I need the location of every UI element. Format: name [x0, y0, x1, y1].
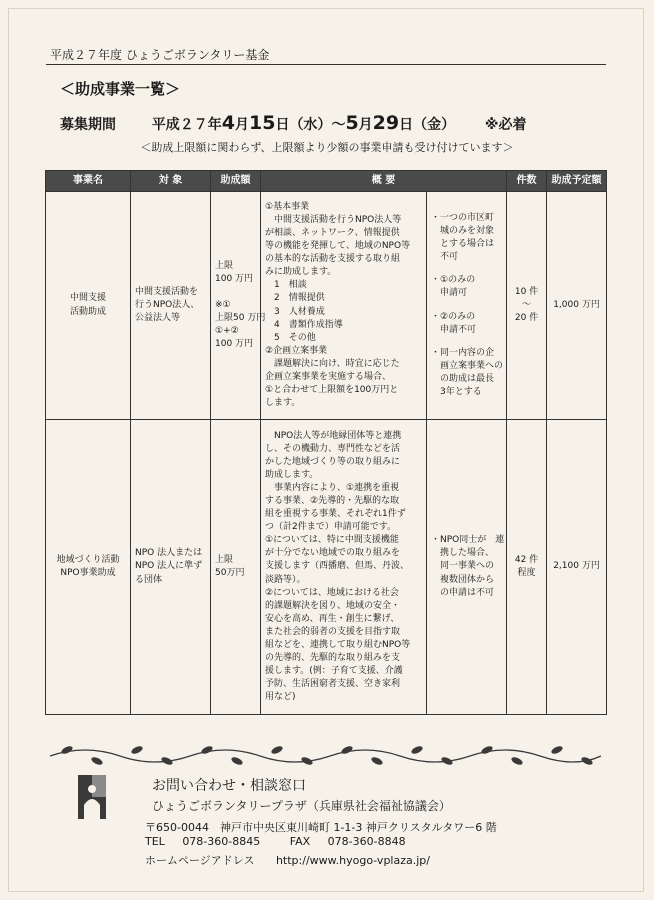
- fax-number: 078-360-8848: [327, 835, 406, 848]
- cell-line: 淡路等）。: [265, 574, 306, 585]
- row-count: [507, 192, 547, 420]
- cell-line: 42 件: [514, 554, 539, 565]
- cell-line: 中間支援活動を行うNPO法人等: [265, 215, 402, 226]
- cell-line: ②企画立案事業: [265, 345, 328, 356]
- cell-line: とする場合は: [431, 239, 495, 250]
- start-day: 15: [248, 112, 276, 134]
- note-item: [431, 347, 502, 399]
- grant-table: [45, 170, 607, 715]
- cell-line: 50万円: [215, 568, 245, 578]
- cell-line: 3 人材養成: [265, 306, 325, 317]
- cell-line: 〜: [522, 299, 532, 310]
- header-target: 対 象: [131, 171, 211, 192]
- amount-note: ＜助成上限額に関わらず、上限額より少額の事業申請も受け付けています＞: [140, 141, 514, 154]
- row-name: [46, 420, 131, 715]
- cell-line: ①+②: [215, 326, 239, 337]
- tel-number: 078-360-8845: [182, 835, 261, 848]
- start-weekday: （水）: [289, 117, 332, 133]
- cell-line: が相談、ネットワーク、情報提供: [265, 228, 400, 239]
- web-url[interactable]: http://www.hyogo-vplaza.jp/: [275, 854, 430, 867]
- cell-line: ・NPO同士が 連: [431, 535, 505, 546]
- cell-line: 同一事業への: [431, 561, 495, 572]
- cell-line: 予防、生活困窮者支援、空き家利: [265, 678, 401, 689]
- cell-line: NPO事業助成: [60, 568, 116, 578]
- cell-line: ①基本事業: [265, 202, 310, 213]
- header-budget: 助成予定額: [547, 171, 607, 192]
- fiscal-year: 平成２７年度: [50, 48, 123, 62]
- cell-line: 中間支援活動を: [135, 286, 199, 297]
- plaza-logo-icon: [78, 775, 106, 819]
- cell-line: 20 件: [514, 313, 539, 324]
- cell-line: NPO法人等が地縁団体等と連携: [265, 431, 402, 441]
- application-period: 募集期間 平成２７年4月15日（水）〜5月29日（金） ※必着: [60, 112, 527, 134]
- cell-line: 100 万円: [215, 339, 254, 350]
- cell-line: 10 件: [514, 286, 539, 297]
- cell-line: ・②のみの: [431, 311, 476, 322]
- cell-line: 1 相談: [265, 280, 307, 291]
- cell-line: 安心を高め、再生・創生に繋げ、: [265, 613, 400, 624]
- table-row: [46, 420, 607, 715]
- cell-line: 用など): [265, 691, 296, 702]
- note-item: [431, 311, 502, 337]
- cell-line: の基本的な活動を支援する取り組: [265, 254, 401, 265]
- header-amount: 助成額: [211, 171, 261, 192]
- cell-line: の助成は最長: [431, 373, 495, 384]
- row-notes: [427, 192, 507, 420]
- end-month: 5: [345, 112, 359, 134]
- must-arrive-note: ※必着: [484, 117, 527, 133]
- period-label: 募集期間: [60, 117, 116, 133]
- row-amount: [211, 420, 261, 715]
- row-outline: [261, 420, 427, 715]
- cell-line: [215, 286, 256, 299]
- header-outline: 概 要: [261, 171, 507, 192]
- cell-line: 事業内容により、①連携を重視: [265, 483, 400, 494]
- header-count: 件数: [507, 171, 547, 192]
- cell-line: 的課題解決を図り、地域の安全・: [265, 600, 401, 611]
- note-item: [431, 534, 505, 599]
- cell-line: ②については、地域における社会: [265, 587, 399, 598]
- row-budget: 1,000 万円: [547, 192, 607, 420]
- period-era: 平成２７年: [151, 117, 222, 133]
- contact-organization: ひょうごボランタリープラザ（兵庫県社会福祉協議会）: [152, 799, 451, 813]
- cell-line: 携した場合、: [431, 548, 495, 559]
- note-item: [431, 274, 502, 300]
- section-title: ＜助成事業一覧＞: [60, 80, 181, 98]
- header-divider: [46, 64, 606, 65]
- cell-line: し、その機動力、専門性などを活: [265, 444, 401, 455]
- cell-line: ①については、特に中間支援機能: [265, 535, 399, 546]
- cell-line: 上限50 万円: [215, 313, 266, 324]
- cell-line: 複数団体から: [431, 574, 495, 585]
- contact-phone-fax: [145, 835, 406, 848]
- row-target: [131, 420, 211, 715]
- cell-line: ・同一内容の企: [431, 347, 495, 358]
- cell-line: します。: [265, 397, 301, 408]
- table-header-row: [46, 171, 607, 192]
- cell-line: 等の機能を発揮して、地域のNPO等: [265, 241, 411, 252]
- contact-website: [145, 852, 430, 868]
- row-budget: 2,100 万円: [547, 420, 607, 715]
- cell-line: 行うNPO法人、: [135, 299, 200, 310]
- cell-line: 課題解決に向け、時宜に応じた: [265, 358, 400, 369]
- cell-line: 組などを、連携して取り組むNPO等: [265, 639, 411, 650]
- cell-line: ※①: [215, 299, 231, 310]
- cell-line: の申請は不可: [431, 587, 495, 598]
- cell-line: の先導的、先駆的な取り組みを支: [265, 652, 401, 663]
- cell-line: 申請不可: [431, 324, 477, 335]
- row-name: [46, 192, 131, 420]
- row-outline: [261, 192, 427, 420]
- row-amount: [211, 192, 266, 420]
- cell-line: 助成します。: [265, 470, 319, 481]
- cell-line: NPO 法人または: [135, 548, 203, 559]
- cell-line: 上限: [215, 260, 234, 271]
- header-name: 事業名: [46, 171, 131, 192]
- cell-line: 程度: [517, 568, 536, 578]
- table-row: [46, 192, 607, 420]
- cell-line: 援します。(例：子育て支援、介護: [265, 665, 403, 676]
- web-label: ホームページアドレス: [145, 854, 255, 867]
- row-target: [131, 192, 211, 420]
- cell-line: 組を重視する事業、それぞれ1件ず: [265, 509, 406, 520]
- row-notes: [427, 420, 507, 715]
- document-header: [50, 46, 269, 63]
- cell-line: 中間支援: [69, 293, 106, 304]
- cell-line: 画立案事業への: [431, 360, 504, 371]
- cell-line: ・一つの市区町: [431, 213, 495, 224]
- cell-line: NPO 法人に準ず: [135, 561, 203, 572]
- cell-line: 不可: [431, 252, 459, 263]
- cell-line: が十分でない地域での取り組みを: [265, 548, 401, 559]
- cell-line: また社会的弱者の支援を目指す取: [265, 626, 401, 637]
- cell-line: 5 その他: [265, 332, 316, 343]
- cell-line: 100 万円: [215, 273, 254, 284]
- cell-line: 地域づくり活動: [56, 554, 120, 565]
- vine-ornament: [45, 742, 606, 768]
- cell-line: る団体: [135, 574, 163, 585]
- fund-name: ひょうごボランタリー基金: [125, 48, 270, 62]
- cell-line: かした地域づくり等の取り組みに: [265, 457, 401, 468]
- fax-label: FAX: [289, 835, 311, 848]
- cell-line: ・①のみの: [431, 275, 476, 286]
- cell-line: 公益法人等: [135, 313, 181, 324]
- tel-label: TEL: [145, 835, 165, 848]
- contact-title: お問い合わせ・相談窓口: [152, 778, 306, 794]
- cell-line: 3年とする: [431, 386, 482, 397]
- end-day: 29: [372, 112, 400, 134]
- contact-address: 〒650-0044 神戸市中央区東川崎町 1-1-3 神戸クリスタルタワー6 階: [145, 821, 497, 834]
- cell-line: みに助成します。: [265, 267, 337, 278]
- cell-line: 支援します（西播磨、但馬、丹波、: [265, 561, 410, 572]
- cell-line: する事業、②先導的・先駆的な取: [265, 496, 400, 507]
- row-count: [507, 420, 547, 715]
- cell-line: 活動助成: [69, 306, 106, 317]
- start-month: 4: [221, 112, 235, 134]
- cell-line: 4 書類作成指導: [265, 319, 343, 330]
- cell-line: 2 情報提供: [265, 293, 325, 304]
- cell-line: 企画立案事業を実施する場合、: [265, 371, 392, 382]
- note-item: [431, 212, 502, 264]
- cell-line: つ（計2件まで）申請可能です。: [265, 522, 397, 533]
- end-weekday: （金）: [413, 117, 456, 133]
- cell-line: 上限: [215, 554, 234, 565]
- cell-line: 城のみを対象: [431, 226, 495, 237]
- cell-line: ①と合わせて上限額を100万円と: [265, 384, 399, 395]
- cell-line: 申請可: [431, 288, 468, 299]
